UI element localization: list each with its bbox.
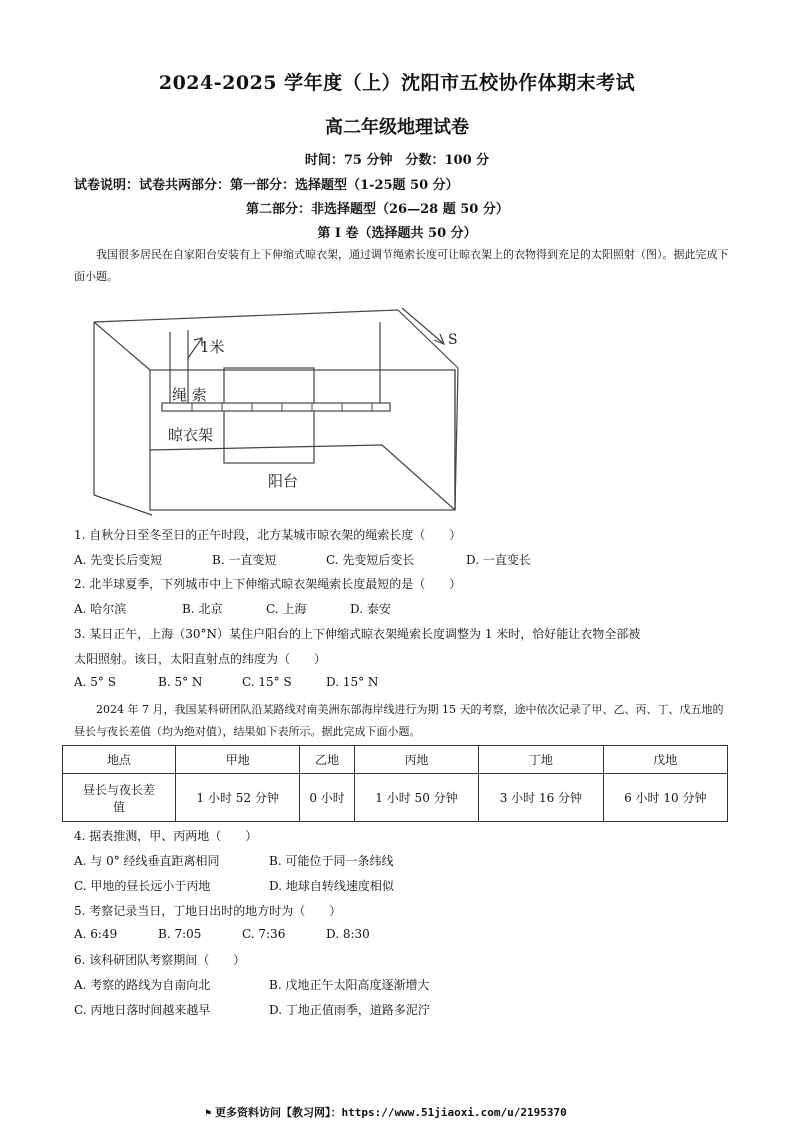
q6-option-d[interactable]: D. 丁地正值雨季，道路多泥泞	[269, 1003, 430, 1017]
q4-option-c[interactable]: C. 甲地的昼长远小于丙地	[74, 879, 211, 893]
q3-option-a[interactable]: A. 5° S	[74, 675, 116, 689]
q6-option-c[interactable]: C. 丙地日落时间越来越早	[74, 1003, 211, 1017]
q4-option-b[interactable]: B. 可能位于同一条纬线	[269, 854, 394, 868]
q2-option-a[interactable]: A. 哈尔滨	[74, 602, 127, 616]
table-cell: 3 小时 16 分钟	[479, 774, 603, 822]
intro-paragraph-1: 我国很多居民在自家阳台安装有上下伸缩式晾衣架，通过调节绳索长度可让晾衣架上的衣物得到充足的太阳照射（图）。据此完成下面小题。	[74, 248, 729, 283]
q5-option-b[interactable]: B. 7:05	[158, 927, 202, 941]
question-5-stem: 5. 考察记录当日，丁地日出时的地方时为（ ）	[74, 904, 342, 918]
balcony-label: 阳台	[268, 472, 299, 490]
question-6-options-row2	[74, 1001, 430, 1018]
rope-label: 绳 索	[172, 386, 207, 404]
table-header-cell: 乙地	[300, 746, 354, 774]
table-cell: 6 小时 10 分钟	[603, 774, 727, 822]
rack-label: 晾衣架	[168, 426, 214, 444]
q4-option-d[interactable]: D. 地球自转线速度相似	[269, 879, 394, 893]
footer-link[interactable]	[205, 1104, 567, 1120]
exam-title: 2024-2025 学年度（上）沈阳市五校协作体期末考试	[158, 72, 636, 94]
q2-option-d[interactable]: D. 泰安	[350, 602, 391, 616]
length-label: 1米	[200, 338, 225, 356]
flag-icon: ⚑	[205, 1108, 212, 1119]
q1-option-d[interactable]: D. 一直变长	[466, 553, 531, 567]
table-header-row	[63, 746, 728, 774]
table-header-cell: 戊地	[603, 746, 727, 774]
row-label-line2: 值	[112, 799, 125, 814]
q6-option-b[interactable]: B. 戊地正午太阳高度逐渐增大	[269, 978, 430, 992]
footer-text: 更多资料访问【教习网】：https://www.51jiaoxi.com/u/2195370	[215, 1106, 567, 1119]
question-3-options	[74, 675, 378, 689]
question-3-stem-line1: 3. 某日正午，上海（30°N）某住户阳台的上下伸缩式晾衣架绳索长度调整为 1 米时，恰好能让衣物全部被	[74, 627, 641, 641]
q3-option-c[interactable]: C. 15° S	[242, 675, 292, 689]
q5-option-a[interactable]: A. 6:49	[74, 927, 118, 941]
question-6-stem: 6. 该科研团队考察期间（ ）	[74, 953, 246, 967]
table-header-cell: 丙地	[354, 746, 478, 774]
question-5-options	[74, 927, 370, 941]
question-2-stem: 2. 北半球夏季，下列城市中上下伸缩式晾衣架绳索长度最短的是（ ）	[74, 577, 462, 591]
question-4-options-row1	[74, 852, 393, 869]
question-1-stem: 1. 自秋分日至冬至日的正午时段，北方某城市晾衣架的绳索长度（ ）	[74, 528, 462, 542]
question-1-options	[74, 551, 531, 568]
q3-option-d[interactable]: D. 15° N	[326, 675, 379, 689]
q1-option-b[interactable]: B. 一直变短	[212, 553, 277, 567]
q6-option-a[interactable]: A. 考察的路线为自南向北	[74, 978, 211, 992]
q2-option-b[interactable]: B. 北京	[182, 602, 223, 616]
exam-note-line2: 第二部分：非选择题型（26—28 题 50 分）	[246, 202, 509, 217]
section-title: 第 I 卷（选择题共 50 分）	[317, 226, 477, 241]
row-label-cell	[63, 774, 176, 822]
table-row	[63, 774, 728, 822]
q1-option-a[interactable]: A. 先变长后变短	[74, 553, 163, 567]
question-3-stem-line2: 太阳照射。该日，太阳直射点的纬度为（ ）	[74, 652, 327, 666]
table-cell: 1 小时 52 分钟	[176, 774, 300, 822]
question-6-options-row1	[74, 976, 429, 993]
q5-option-d[interactable]: D. 8:30	[326, 927, 370, 941]
q2-option-c[interactable]: C. 上海	[266, 602, 307, 616]
q5-option-c[interactable]: C. 7:36	[242, 927, 286, 941]
table-header-cell: 地点	[63, 746, 176, 774]
table-header-cell: 甲地	[176, 746, 300, 774]
question-4-stem: 4. 据表推测，甲、丙两地（ ）	[74, 829, 258, 843]
question-4-options-row2	[74, 877, 394, 894]
table-header-cell: 丁地	[479, 746, 603, 774]
exam-note-line1: 试卷说明：试卷共两部分：第一部分：选择题型（1-25题 50 分）	[74, 178, 459, 193]
exam-subtitle: 高二年级地理试卷	[325, 117, 469, 138]
q4-option-a[interactable]: A. 与 0° 经线垂直距离相同	[74, 854, 220, 868]
balcony-rack-figure	[72, 300, 472, 522]
south-label: S	[448, 332, 458, 348]
table-cell: 0 小时	[300, 774, 354, 822]
intro-paragraph-2: 2024 年 7 月，我国某科研团队沿某路线对南美洲东部海岸线进行为期 15 天的考察，途中依次记录了甲、乙、丙、丁、戊五地的昼长与夜长差值（均为绝对值），结果如下表所示。据此完成下面小题。	[74, 703, 724, 738]
table-cell: 1 小时 50 分钟	[354, 774, 478, 822]
q3-option-b[interactable]: B. 5° N	[158, 675, 203, 689]
time-score: 时间：75 分钟 分数：100 分	[304, 153, 490, 168]
row-label-line1: 昼长与夜长差	[82, 782, 155, 797]
q1-option-c[interactable]: C. 先变短后变长	[326, 553, 415, 567]
question-2-options	[74, 600, 391, 617]
day-length-table	[62, 745, 728, 822]
